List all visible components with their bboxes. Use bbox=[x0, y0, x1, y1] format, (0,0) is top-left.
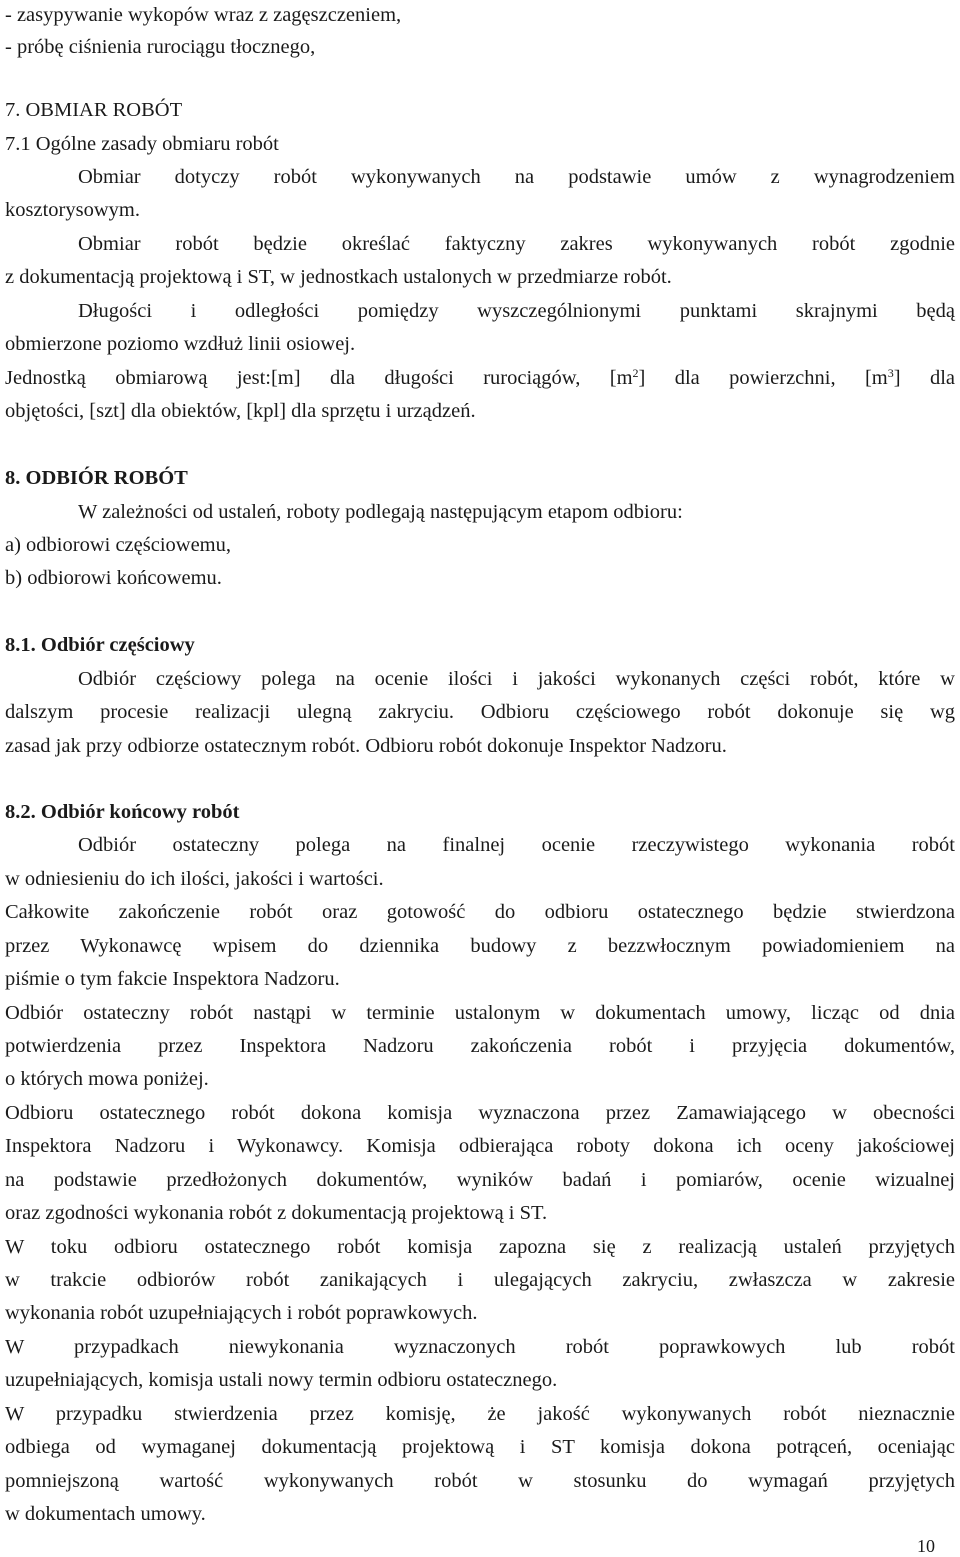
paragraph-line: na podstawie przedłożonych dokumentów, wyników badań i pomiarów, ocenie wizualnej bbox=[5, 1169, 955, 1191]
paragraph-line: wykonania robót uzupełniających i robót poprawkowych. bbox=[5, 1302, 478, 1324]
subsection-heading-8-2: 8.2. Odbiór końcowy robót bbox=[5, 801, 240, 823]
units-text: ] dla bbox=[893, 367, 955, 389]
paragraph-line: W toku odbioru ostatecznego robót komisja zapozna się z realizacją ustaleń przyjętych bbox=[5, 1236, 955, 1258]
subsection-heading-7-1: 7.1 Ogólne zasady obmiaru robót bbox=[5, 133, 279, 155]
units-text: Jednostką obmiarową jest:[m] dla długości rurociągów, [m bbox=[5, 367, 633, 389]
paragraph-line: przez Wykonawcę wpisem do dziennika budowy z bezzwłocznym powiadomieniem na bbox=[5, 935, 955, 957]
paragraph-line: Odbioru ostatecznego robót dokona komisja wyznaczona przez Zamawiającego w obecności bbox=[5, 1102, 955, 1124]
paragraph-line: Całkowite zakończenie robót oraz gotowość do odbioru ostatecznego będzie stwierdzona bbox=[5, 901, 955, 923]
list-item: - próbę ciśnienia rurociągu tłocznego, bbox=[5, 36, 316, 58]
superscript-2: 2 bbox=[632, 366, 639, 380]
paragraph-line: oraz zgodności wykonania robót z dokumentacją projektową i ST. bbox=[5, 1202, 548, 1224]
paragraph-line: piśmie o tym fakcie Inspektora Nadzoru. bbox=[5, 968, 340, 990]
paragraph-line: w dokumentach umowy. bbox=[5, 1503, 206, 1525]
paragraph-line: o których mowa poniżej. bbox=[5, 1068, 209, 1090]
paragraph-line: odbiega od wymaganej dokumentacją projektową i ST komisja dokona potrąceń, oceniając bbox=[5, 1436, 955, 1458]
section-heading-7: 7. OBMIAR ROBÓT bbox=[5, 99, 183, 121]
paragraph-line: Inspektora Nadzoru i Wykonawcy. Komisja odbierająca roboty dokona ich oceny jakościowej bbox=[5, 1135, 955, 1157]
paragraph-line: w odniesieniu do ich ilości, jakości i wartości. bbox=[5, 868, 384, 890]
paragraph-line: Długości i odległości pomiędzy wyszczególnionymi punktami skrajnymi będą bbox=[78, 300, 955, 322]
paragraph-line: obmierzone poziomo wzdłuż linii osiowej. bbox=[5, 333, 356, 355]
paragraph-line: z dokumentacją projektową i ST, w jednostkach ustalonych w przedmiarze robót. bbox=[5, 266, 672, 288]
paragraph-line: Obmiar dotyczy robót wykonywanych na podstawie umów z wynagrodzeniem bbox=[78, 166, 955, 188]
paragraph-line: dalszym procesie realizacji ulegną zakryciu. Odbioru częściowego robót dokonuje się wg bbox=[5, 701, 955, 723]
paragraph-line: potwierdzenia przez Inspektora Nadzoru zakończenia robót i przyjęcia dokumentów, bbox=[5, 1035, 955, 1057]
subsection-heading-8-1: 8.1. Odbiór częściowy bbox=[5, 634, 195, 656]
paragraph-line: pomniejszoną wartość wykonywanych robót w stosunku do wymagań przyjętych bbox=[5, 1470, 955, 1492]
paragraph-line: Odbiór ostateczny robót nastąpi w terminie ustalonym w dokumentach umowy, licząc od dnia bbox=[5, 1002, 955, 1024]
paragraph-line: Obmiar robót będzie określać faktyczny zakres wykonywanych robót zgodnie bbox=[78, 233, 955, 255]
paragraph-line: w trakcie odbiorów robót zanikających i ulegających zakryciu, zwłaszcza w zakresie bbox=[5, 1269, 955, 1291]
paragraph-line: W przypadku stwierdzenia przez komisję, że jakość wykonywanych robót nieznacznie bbox=[5, 1403, 955, 1425]
list-item: a) odbiorowi częściowemu, bbox=[5, 534, 231, 556]
paragraph-line: uzupełniających, komisja ustali nowy termin odbioru ostatecznego. bbox=[5, 1369, 558, 1391]
paragraph-line: W przypadkach niewykonania wyznaczonych robót poprawkowych lub robót bbox=[5, 1336, 955, 1358]
paragraph-line-units bbox=[5, 363, 955, 393]
list-item: - zasypywanie wykopów wraz z zagęszczeniem, bbox=[5, 4, 402, 26]
paragraph-line: objętości, [szt] dla obiektów, [kpl] dla sprzętu i urządzeń. bbox=[5, 400, 476, 422]
section-heading-8: 8. ODBIÓR ROBÓT bbox=[5, 467, 188, 489]
page-number: 10 bbox=[917, 1536, 935, 1556]
list-item: b) odbiorowi końcowemu. bbox=[5, 567, 222, 589]
units-text: ] dla powierzchni, [m bbox=[638, 367, 888, 389]
paragraph-line: Odbiór ostateczny polega na finalnej ocenie rzeczywistego wykonania robót bbox=[78, 834, 955, 856]
paragraph-line: W zależności od ustaleń, roboty podlegają następującym etapom odbioru: bbox=[78, 501, 683, 523]
superscript-3: 3 bbox=[887, 366, 894, 380]
paragraph-line: Odbiór częściowy polega na ocenie ilości i jakości wykonanych części robót, które w bbox=[78, 668, 955, 690]
paragraph-line: zasad jak przy odbiorze ostatecznym robót. Odbioru robót dokonuje Inspektor Nadzoru. bbox=[5, 735, 727, 757]
paragraph-line: kosztorysowym. bbox=[5, 199, 140, 221]
